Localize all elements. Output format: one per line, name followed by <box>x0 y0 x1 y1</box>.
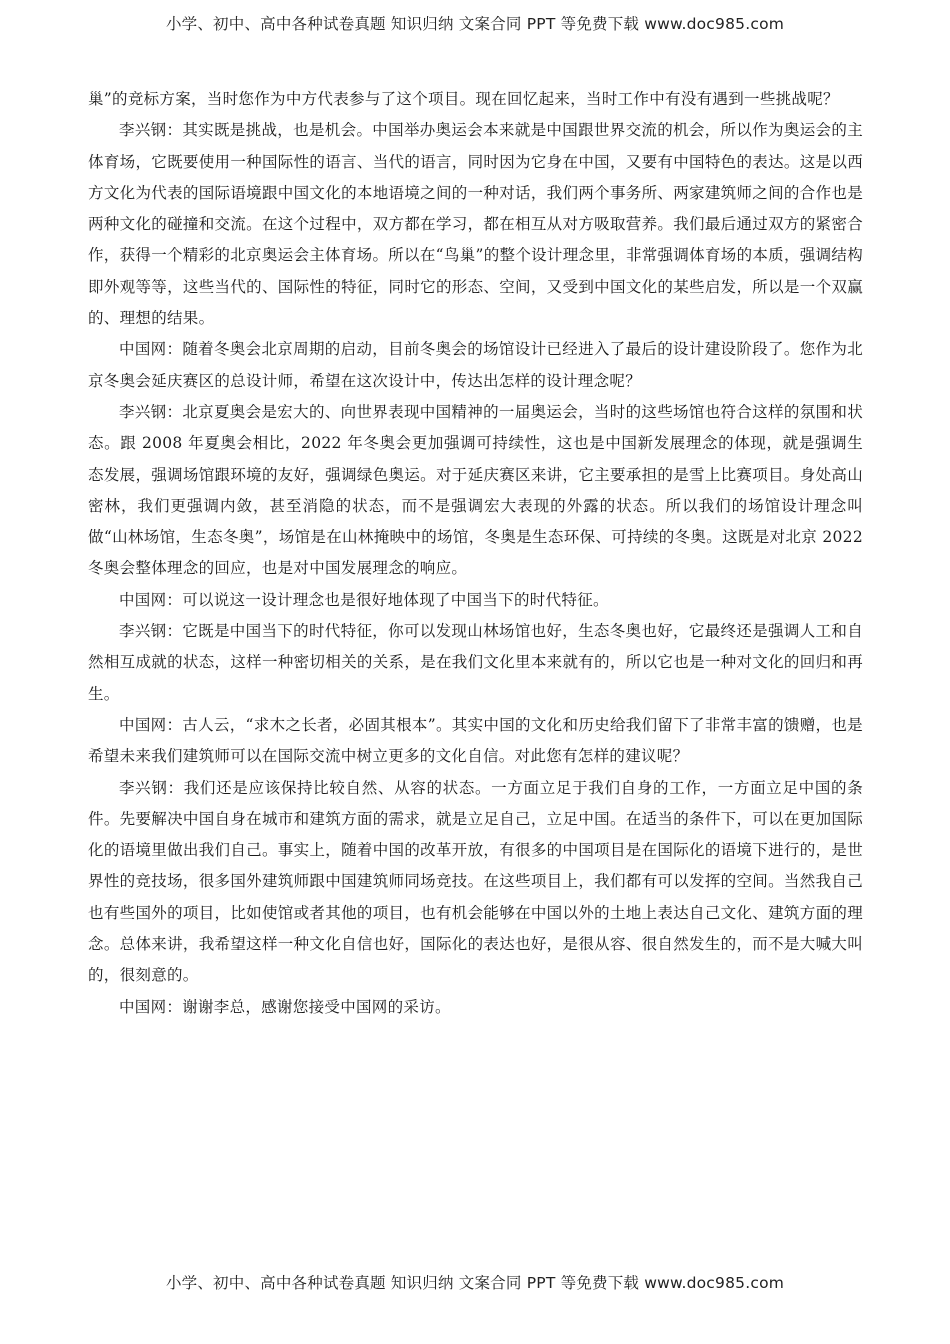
paragraph-answer: 李兴钢：北京夏奥会是宏大的、向世界表现中国精神的一届奥运会，当时的这些场馆也符合这样的氛围和状态。跟 2008 年夏奥会相比，2022 年冬奥会更加强调可持续性，这也是中国新发展理念的体现，就是强调生态发展，强调场馆跟环境的友好，强调绿色奥运。对于延庆赛区来讲，它主要承担的是雪上比赛项目。身处高山密林，我们更强调内敛，甚至消隐的状态，而不是强调宏大表现的外露的状态。所以我们的场馆设计理念叫做“山林场馆，生态冬奥”，场馆是在山林掩映中的场馆，冬奥是生态环保、可持续的冬奥。这既是对北京 2022 冬奥会整体理念的回应，也是对中国发展理念的响应。 <box>88 402 863 578</box>
paragraph-answer: 李兴钢：其实既是挑战，也是机会。中国举办奥运会本来就是中国跟世界交流的机会，所以作为奥运会的主体育场，它既要使用一种国际性的语言、当代的语言，同时因为它身在中国，又要有中国特色的表达。这是以西方文化为代表的国际语境跟中国文化的本地语境之间的一种对话，我们两个事务所、两家建筑师之间的合作也是两种文化的碰撞和交流。在这个过程中，双方都在学习，都在相互从对方吸取营养。我们最后通过双方的紧密合作，获得一个精彩的北京奥运会主体育场。所以在“鸟巢”的整个设计理念里，非常强调体育场的本质，强调结构即外观等等，这些当代的、国际性的特征，同时它的形态、空间，又受到中国文化的某些启发，所以是一个双赢的、理想的结果。 <box>88 121 863 328</box>
paragraph-answer: 李兴钢：我们还是应该保持比较自然、从容的状态。一方面立足于我们自身的工作，一方面立足中国的条件。先要解决中国自身在城市和建筑方面的需求，就是立足自己，立足中国。在适当的条件下，可以在更加国际化的语境里做出我们自己。事实上，随着中国的改革开放，有很多的中国项目是在国际化的语境下进行的，是世界性的竞技场，很多国外建筑师跟中国建筑师同场竞技。在这些项目上，我们都有可以发挥的空间。当然我自己也有些国外的项目，比如使馆或者其他的项目，也有机会能够在中国以外的土地上表达自己文化、建筑方面的理念。总体来讲，我希望这样一种文化自信也好，国际化的表达也好，是很从容、很自然发生的，而不是大喊大叫的，很刻意的。 <box>88 778 863 985</box>
paragraph-closing: 中国网：谢谢李总，感谢您接受中国网的采访。 <box>119 997 451 1016</box>
page-footer: 小学、初中、高中各种试卷真题 知识归纳 文案合同 PPT 等免费下载 www.doc985.com <box>165 1274 785 1292</box>
paragraph-question: 中国网：随着冬奥会北京周期的启动，目前冬奥会的场馆设计已经进入了最后的设计建设阶段了。您作为北京冬奥会延庆赛区的总设计师，希望在这次设计中，传达出怎样的设计理念呢？ <box>88 340 863 390</box>
paragraph-question: 中国网：可以说这一设计理念也是很好地体现了中国当下的时代特征。 <box>119 590 609 609</box>
paragraph-question: 中国网：古人云，“求木之长者，必固其根本”。其实中国的文化和历史给我们留下了非常丰富的馈赠，也是希望未来我们建筑师可以在国际交流中树立更多的文化自信。对此您有怎样的建议呢？ <box>88 715 863 766</box>
document-body <box>88 84 863 1023</box>
paragraph-continued: 巢”的竞标方案，当时您作为中方代表参与了这个项目。现在回忆起来，当时工作中有没有遇到一些挑战呢？ <box>88 90 839 108</box>
page-header: 小学、初中、高中各种试卷真题 知识归纳 文案合同 PPT 等免费下载 www.doc985.com <box>165 15 785 33</box>
paragraph-answer: 李兴钢：它既是中国当下的时代特征，你可以发现山林场馆也好，生态冬奥也好，它最终还是强调人工和自然相互成就的状态，这样一种密切相关的关系，是在我们文化里本来就有的，所以它也是一种对文化的回归和再生。 <box>88 622 863 703</box>
